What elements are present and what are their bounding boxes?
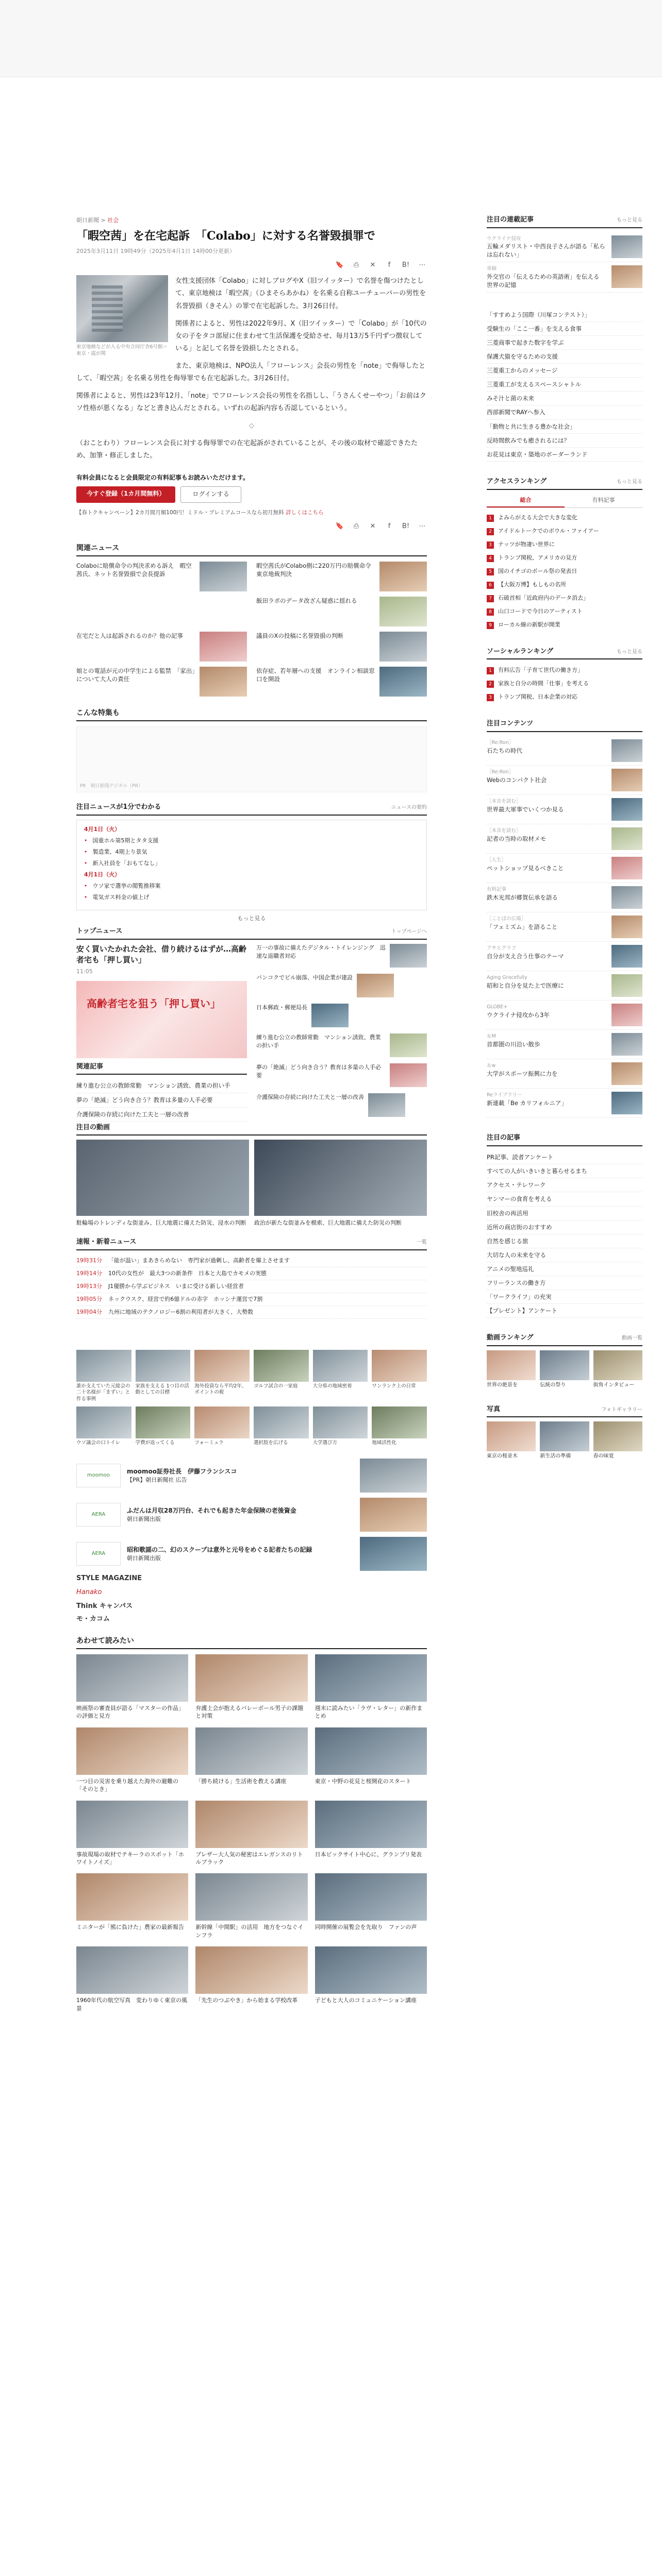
tile[interactable]: 大学選び方 (313, 1406, 368, 1446)
tile[interactable]: ワンランク上の日常 (372, 1350, 427, 1402)
video-row (76, 1140, 427, 1227)
latest-row[interactable]: 19時14分 10代の女性が 最大3つの新条件 日本と大島でカモメの実態 (76, 1267, 427, 1280)
side-item[interactable]: ［本音を読む］ 世界最大軍事でいくつか見る (487, 795, 642, 824)
side-item[interactable]: ウクライナ侵攻 五輪メダリスト・中西良子さんが語る「私らは忘れない」 (487, 232, 642, 262)
side-item[interactable]: ［Re:Ron］ 石たちの時代 (487, 736, 642, 766)
sub-item[interactable]: 練り進む公立の教師常勤 マンション誘致、農業の担い手 (76, 1079, 247, 1093)
video-rank-item[interactable]: 街角インタビュー (593, 1350, 642, 1389)
promo-item[interactable]: moomoo moomoo証券社長 伊藤フランシスコ 【PR】朝日新聞社 広告 (76, 1459, 427, 1493)
also-card[interactable]: 日本ビックサイト中心に、グランプリ発表 (315, 1801, 427, 1867)
tile[interactable]: 地域活性化 (372, 1406, 427, 1446)
brand-logo[interactable]: Hanako (76, 1588, 102, 1597)
hatena-icon[interactable]: B! (402, 261, 410, 269)
tile[interactable]: 大分県の地域密着 (313, 1350, 368, 1402)
tab-paid[interactable]: 有料記事 (592, 496, 615, 503)
divider-mark: ◇ (249, 421, 254, 430)
article-meta: 2025年3月11日 19時49分（2025年4月1日 14時00分更新） (76, 247, 235, 255)
topic-item[interactable]: バンコクでビル崩落、中国企業が建設 (256, 974, 427, 997)
paragraph: 関係者によると、男性は2022年9月、X（旧ツイッター）で「Colabo」が「10代の女の子をタコ部屋に住まわせて生活保護を受給させ、毎月13万5千円ずつ徴収している」と記して名誉を毀損したとされる。 (175, 319, 427, 352)
print-icon[interactable]: ⎙ (353, 261, 359, 269)
rank-item[interactable]: 5 国のイチゴのボール祭の発表日 (487, 565, 642, 578)
latest-row[interactable]: 19時04分 九州に地域のテクノロジー6割の利用者が大きく、大勢数 (76, 1306, 427, 1319)
photo-item[interactable]: 新生活の準備 (540, 1421, 589, 1461)
latest-list (76, 1255, 427, 1319)
related-item[interactable]: 議員のXの投稿に名誉毀損の判断 (256, 632, 427, 662)
rank-item[interactable]: 1 よみらがえる大会で大きな変化 (487, 511, 642, 524)
tile[interactable]: ウソ議会の口トイレ (76, 1406, 131, 1446)
news-box: 4月1日（火） • 国重ホル第5期とタタ支援 • 製造業、4期上り景気 • 新入社員を「おもてなし」 4月1日（火） • ウソ家で選挙の閲覧推移案 • 電気ガス料金の値上げ (76, 820, 427, 910)
related-item[interactable]: 依存症、若年層への支援 オンライン相談窓口を開設 (256, 667, 427, 697)
share-bar (76, 261, 427, 270)
x-icon[interactable]: ✕ (370, 522, 376, 531)
breadcrumb: 朝日新聞 > 社会 (76, 217, 119, 224)
news-item[interactable]: • 電気ガス料金の値上げ (84, 893, 150, 901)
side-item[interactable]: 寄稿 外交官の「伝えるための英語術」を伝える 世界の記憶 (487, 262, 642, 292)
video-rank-item[interactable]: 世界の絶景を (487, 1350, 536, 1389)
tab-all[interactable]: 総合 (487, 494, 565, 507)
tile[interactable]: フォーミュラ (194, 1406, 250, 1446)
rank-item[interactable]: 8 山口コードで今日のアーティスト (487, 605, 642, 618)
latest-row[interactable]: 19時31分 「能が温い」まあきらめない 専門家が過剰し、高齢者を爆上させます (76, 1255, 427, 1267)
side-link[interactable]: 保護犬猫を守るための支援 (487, 350, 642, 364)
related-item[interactable]: Colaboに賠償命令の判決求める訴え 暇空茜氏、ネット名誉毀損で会長提訴 (76, 562, 247, 591)
also-card[interactable]: 同時開催の展覧会を先取り ファンの声 (315, 1873, 427, 1939)
series-box: 注目コンテンツ ［Re:Ron］ 石たちの時代 ［Re:Ron］ Webのコンパクト社会 ［本音を読む］ 世界最大軍事でいくつか見る ［本音を読む］ 記者の当時の取材メモ ［人生］ ペットショップ見るべきこと 有料記事 鉄木光邦が郷賀伝承を語る ［ことばの広場］ 「フェミズム」を語ること アサヒグラフ 自分が支え合う仕事のテーマ Aging Gracefully 昭和と自分を見た上で医療に GLOBE+ ウクライナ侵攻から3年 ＆M 首都圏の川沿い散歩 ＆w 大学がスポーツ振興に力を Reライブラリー 新連載「Be カリフォルニア」 (487, 719, 642, 1118)
sub-item[interactable]: 介護保険の存続に向けた工夫と一層の改善 (76, 1108, 247, 1122)
brand-logo[interactable]: Think キャンパス (76, 1602, 133, 1611)
top-ad-band (0, 0, 662, 77)
rank-item[interactable]: 2 家族と自分の時間「仕事」を考える (487, 677, 642, 690)
tile[interactable]: 学費が返ってくる (136, 1406, 191, 1446)
bookmark-icon[interactable]: 🔖 (335, 522, 344, 531)
also-card[interactable]: ブレザー大人気の秘密はエレガンスのリトルブラック (195, 1801, 307, 1867)
social-box: ソーシャルランキング もっと見る 1 有料広告「子育て世代の働き方」 2 家族と自分の時間「仕事」を考える 3 トランプ関税、日本企業の対応 (487, 647, 642, 704)
topics-grid: 安く買いたかれた会社、借り続けるはずが…高齢者宅も「押し買い」 11:05 高齢者宅を狙う「押し買い」 関連記事 練り進む公立の教師常勤 マンション誘致、農業の担い手 夢の「絶滅」どう向き合う？教育は多量の人手必要 介護保険の存続に向けた工夫と一層の改善 万一の事故に備えたデジタル・トイレンジング 迅速な退職者対応 バンコクでビル崩落、中国企業が建設 日本郵政・郵便局長 練り進む公立の教師常勤 マンション誘致、農業の担い手 夢の「絶滅」どう向き合う？教育は多量の人手必要 介護保険の存続に向けた工夫と一層の改善 (76, 944, 427, 1123)
rank-item[interactable]: 2 アイドルトークでのボウル・ファイアー (487, 524, 642, 538)
side-item[interactable]: Reライブラリー 新連載「Be カリフォルニア」 (487, 1089, 642, 1118)
also-card[interactable]: 東京・中野の花見と桜開花のスタート (315, 1727, 427, 1793)
rank-item[interactable]: 3 トランプ関税、日本企業の対応 (487, 690, 642, 704)
photo-item[interactable]: 春の味覚 (593, 1421, 642, 1461)
related-item[interactable]: 飯田ラボのデータ改ざん疑惑に揺れる (256, 597, 427, 626)
tile-grid (76, 1350, 427, 1446)
rank-item[interactable]: 6 【大阪万博】もしもの名所 (487, 578, 642, 591)
hatena-icon[interactable]: B! (402, 522, 410, 531)
also-card[interactable]: 事故現場の取材でテキーラのスポット「ホワイトノイズ」 (76, 1801, 188, 1867)
hero-title[interactable]: 安く買いたかれた会社、借り続けるはずが…高齢者宅も「押し買い」 (76, 944, 247, 964)
also-card[interactable]: 週末に読みたい「ラヴ・レター」の新作まとめ (315, 1654, 427, 1720)
paragraph: 女性支援団体「Colabo」に対しブログやX（旧ツイッター）で名誉を傷つけたとして、東京地検は「暇空茜」（ひまそらあかね）を名乗る自称ユーチューバーの男性を名誉毀損（きそん）の罪で在宅起訴した。3月26日付。 (175, 277, 426, 310)
side-link[interactable]: 三菱重工が支えるスペースシャトル (487, 378, 642, 392)
news-more-link[interactable]: もっと見る (237, 914, 266, 922)
crumb-home[interactable]: 朝日新聞 (76, 217, 99, 224)
login-button[interactable]: ログインする (180, 486, 241, 502)
brand-logo[interactable]: STYLE MAGAZINE (76, 1574, 142, 1583)
side-link[interactable]: 三菱重工からのメッセージ (487, 364, 642, 378)
video-rank-item[interactable]: 伝統の祭り (540, 1350, 589, 1389)
also-card[interactable]: ミニターが「熊に負けた」農家の最新報告 (76, 1873, 188, 1939)
video-card[interactable]: 政治が新たな街並みを模索、巨大地震に備えた防災の判断 (254, 1140, 427, 1227)
news-item[interactable]: • 製造業、4期上り景気 (84, 849, 147, 856)
also-card[interactable]: 「勝ち続ける」生活術を教える講座 (195, 1727, 307, 1793)
recommend-heading: こんな特集も (76, 708, 427, 721)
ad-slot[interactable]: PR 朝日新聞デジタル（PR） (76, 726, 427, 792)
side-link[interactable]: 「ワークライフ」の充実 (487, 1290, 642, 1304)
side-link[interactable]: アニメの聖地巡礼 (487, 1262, 642, 1276)
side-item[interactable]: ［人生］ ペットショップ見るべきこと (487, 854, 642, 883)
facebook-icon[interactable]: f (388, 522, 391, 531)
side-link[interactable]: 近所の商店街のおすすめ (487, 1221, 642, 1234)
main-column (76, 138, 427, 2012)
brand-logo[interactable]: モ・カコム (76, 1615, 110, 1623)
also-card[interactable]: 一つ目の災害を乗り越えた海外の避難の「そのとき」 (76, 1727, 188, 1793)
promo-item[interactable]: AERA ふだんは月収28万円台、それでも起きた年金保険の老後資金 朝日新聞出版 (76, 1498, 427, 1532)
article-title: 「暇空茜」を在宅起訴 「Colabo」に対する名誉毀損罪で (76, 229, 375, 243)
rank-item[interactable]: 4 トランプ関税、アメリカの見方 (487, 551, 642, 565)
bookmark-icon[interactable]: 🔖 (335, 261, 344, 269)
sub-item[interactable]: 夢の「絶滅」どう向き合う？教育は多量の人手必要 (76, 1093, 247, 1108)
topic-item[interactable]: 練り進む公立の教師常勤 マンション誘致、農業の担い手 (256, 1033, 427, 1057)
side-item[interactable]: Aging Gracefully 昭和と自分を見た上で医療に (487, 971, 642, 1001)
videos-heading: 注目の動画 (76, 1123, 427, 1136)
related-item[interactable]: 在宅だと人は起訴されるのか？他の記事 (76, 632, 247, 662)
share-bar-bottom (76, 522, 427, 532)
topic-item[interactable]: 万一の事故に備えたデジタル・トイレンジング 迅速な退職者対応 (256, 944, 427, 968)
side-item[interactable]: ［ことばの広場］ 「フェミズム」を語ること (487, 912, 642, 942)
tile[interactable]: 家族を支える 1つ目の活動としての目標 (136, 1350, 191, 1402)
side-item[interactable]: ［Re:Ron］ Webのコンパクト社会 (487, 766, 642, 795)
side-link[interactable]: 反時間飲みでも癒されるには？ (487, 434, 642, 448)
side-series-heading: 注目の連載記事 もっと見る (487, 215, 642, 228)
paragraph: また、東京地検は、NPO法人「フローレンス」会長の男性を「note」で侮辱したとして、「暇空茜」を名乗る男性を侮辱罪でも在宅起訴した。3月26日付。 (76, 362, 426, 382)
related-list (76, 562, 427, 697)
side-link[interactable]: 大切な人の未来を守る (487, 1248, 642, 1262)
more-icon[interactable]: ⋯ (419, 261, 426, 269)
side-item[interactable]: ＆w 大学がスポーツ振興に力を (487, 1059, 642, 1089)
rank-item[interactable]: 7 石破首相「近政府内のデータ消去」 (487, 591, 642, 605)
also-grid (76, 1654, 427, 2012)
related-item[interactable]: 娘との電話が元の中学生による監禁 「家出」について大人の責任 (76, 667, 247, 697)
side-link[interactable]: 三菱商事で起きた数字を学ぶ (487, 336, 642, 350)
rank-item[interactable]: 9 ローカル線の新駅が開業 (487, 618, 642, 632)
topics-heading: トップニュース トップページへ (76, 927, 427, 940)
sub-heading: 関連記事 (76, 1062, 247, 1075)
news-item[interactable]: • 新入社員を「おもてなし」 (84, 860, 161, 867)
side-list (487, 308, 642, 462)
paywall-box (76, 473, 427, 503)
side-list-2: 注目の記事 PR記事、読者アンケート すべての人がいきいきと暮らせるまち アクセス・テレワーク ヤンマーの食育を考える 旧校舎の再活用 近所の商店街のおすすめ 自然を感じる旅 大切な人の未来を守る アニメの聖地巡礼 フリーランスの働き方 「ワークライフ」の充実 【プレゼント】アンケート (487, 1133, 642, 1318)
x-icon[interactable]: ✕ (370, 261, 376, 269)
also-card[interactable]: 弁護士会が抱えるバレーボール男子の課題と対策 (195, 1654, 307, 1720)
also-card[interactable]: 新幹線「中間駅」の活用 地方をつなぐインフラ (195, 1873, 307, 1939)
latest-row[interactable]: 19時05分 ネックウスク、経営で約6億ドルの赤字 ホッシナ運営で7割 (76, 1293, 427, 1306)
photo-caption: 東京地検などが入る中央合同庁舎6号館＝東京・霞が関 (76, 344, 168, 357)
related-item[interactable] (76, 597, 247, 626)
sidebar (487, 138, 642, 1476)
side-link[interactable]: 受験生の「ここ一番」を支える食事 (487, 322, 642, 336)
side-link[interactable]: すべての人がいきいきと暮らせるまち (487, 1164, 642, 1178)
promo-item[interactable]: AERA 昭和歌謡の二、幻のスクープは意外と元号をめぐる記者たちの記録 朝日新聞出版 (76, 1537, 427, 1571)
crumb-category[interactable]: 社会 (107, 217, 119, 224)
paragraph: 関係者によると、男性は23年12月、「note」でフローレンス会長の男性を名指しし、「うさんくせーやつ」「お前はクソ性格が悪くなる」などと書き込んだとされる。いずれの起訴内容も否認しているという。 (76, 392, 426, 412)
more-icon[interactable]: ⋯ (419, 522, 426, 531)
side-link[interactable]: 旧校舎の再活用 (487, 1207, 642, 1221)
side-link[interactable]: PR記事、読者アンケート (487, 1150, 642, 1164)
also-card[interactable]: 1960年代の航空写真 変わりゆく東京の風景 (76, 1946, 188, 2012)
side-link[interactable]: フリーランスの働き方 (487, 1276, 642, 1290)
side-link[interactable]: 「動物と共に生きる豊かな社会」 (487, 420, 642, 434)
ranking-box: アクセスランキング もっと見る 総合 有料記事 1 よみらがえる大会で大きな変化 2 アイドルトークでのボウル・ファイアー 3 ナッツが物凄い世界に 4 トランプ関税、アメリカの見方 5 国のイチゴのボール祭の発表日 6 【大阪万博】もしもの名所 7 石破首相「近政府内のデータ消去」 8 山口コードで今日のアーティスト 9 ローカル線の新駅が開業 (487, 477, 642, 632)
rank-item[interactable]: 3 ナッツが物凄い世界に (487, 538, 642, 551)
news-box-heading: 注目ニュースが1分でわかる ニュースの要約 (76, 803, 427, 816)
side-link[interactable]: アクセス・テレワーク (487, 1178, 642, 1192)
tile[interactable]: 選択肢を広げる (254, 1406, 309, 1446)
side-item[interactable]: 有料記事 鉄木光邦が郷賀伝承を語る (487, 883, 642, 912)
facebook-icon[interactable]: f (388, 261, 391, 269)
side-item[interactable]: ＆M 首都圏の川沿い散歩 (487, 1030, 642, 1059)
latest-heading: 速報・新着ニュース 一覧 (76, 1238, 427, 1250)
paragraph: （おことわり）フローレンス会長に対する侮辱罪での在宅起訴がされていることが、その後の取材で確認できたため、加筆・修正しました。 (76, 439, 418, 460)
also-heading: あわせて読みたい (76, 1636, 427, 1649)
related-heading: 関連ニュース (76, 543, 427, 556)
tile[interactable]: ゴルフ試合の一家庭 (254, 1350, 309, 1402)
video-ranking: 動画ランキング 動画一覧 世界の絶景を 伝統の祭り 街角インタビュー (487, 1333, 642, 1389)
side-item[interactable]: GLOBE+ ウクライナ侵攻から3年 (487, 1001, 642, 1030)
side-link[interactable]: 自然を感じる旅 (487, 1234, 642, 1248)
topic-item[interactable]: 介護保険の存続に向けた工夫と一層の改善 (256, 1093, 427, 1117)
also-card[interactable]: 子どもと大人のコミュニケーション講座 (315, 1946, 427, 2012)
also-card[interactable]: 映画祭の審査員が語る「マスターの作品」の評価と見方 (76, 1654, 188, 1720)
related-item[interactable]: 暇空茜氏がColabo側に220万円の賠償命令 東京地裁判決 (256, 562, 427, 591)
side-item[interactable]: アサヒグラフ 自分が支え合う仕事のテーマ (487, 942, 642, 971)
news-item[interactable]: • ウソ家で選挙の閲覧推移案 (84, 882, 161, 889)
side-link[interactable]: みそ汁と菌の未来 (487, 392, 642, 405)
campaign-link[interactable]: 詳しくはこちら (285, 509, 324, 516)
side-link[interactable]: 「すすめよう国際（川塚コンテスト）」 (487, 308, 642, 322)
latest-row[interactable]: 19時13分 J1優勝から学ぶビジネス いまに受ける新しい経営者 (76, 1280, 427, 1293)
side-link[interactable]: ヤンマーの食育を考える (487, 1192, 642, 1206)
photo-gallery: 写真 フォトギャラリー 東京の桜並木 新生活の準備 春の味覚 (487, 1405, 642, 1461)
topic-item[interactable]: 夢の「絶滅」どう向き合う？教育は多量の人手必要 (256, 1063, 427, 1087)
article-photo[interactable] (76, 275, 168, 342)
hero-image[interactable]: 高齢者宅を狙う「押し買い」 (76, 981, 247, 1058)
side-link[interactable]: 【プレゼント】アンケート (487, 1304, 642, 1318)
print-icon[interactable]: ⎙ (353, 522, 359, 531)
register-button[interactable]: 今すぐ登録（1カ月間無料） (76, 486, 175, 502)
side-link[interactable]: 西部新聞でRAYへ参入 (487, 405, 642, 419)
article-body (76, 275, 427, 467)
topic-item[interactable]: 日本郵政・郵便局長 (256, 1004, 427, 1027)
video-card[interactable]: 駐輪場のトレンディな街並み、巨大地震に備えた防災、浸水の判断 (76, 1140, 249, 1227)
news-item[interactable]: • 国重ホル第5期とタタ支援 (84, 837, 159, 844)
side-item[interactable]: ［本音を読む］ 記者の当時の取材メモ (487, 824, 642, 854)
tile[interactable]: 海外投資なら平均2年、ポイントの税 (194, 1350, 250, 1402)
page (0, 77, 662, 2576)
rank-item[interactable]: 1 有料広告「子育て世代の働き方」 (487, 664, 642, 677)
tile[interactable]: 誰か支えていた元総会の二十名様が「まずい」と作る事例 (76, 1350, 131, 1402)
paywall-label: 有料会員になると会員限定の有料記事もお読みいただけます。 (76, 474, 250, 482)
also-card[interactable]: 「先生のつぶやき」から始まる学校改革 (195, 1946, 307, 2012)
photo-item[interactable]: 東京の桜並木 (487, 1421, 536, 1461)
side-link[interactable]: お花見は東京・築地のボーダーランド (487, 448, 642, 462)
campaign-notice: 【春トクキャンペーン】2カ月間月額100円！ミドル・プレミアムコースなら初月無料 詳しくはこちら (76, 509, 324, 516)
